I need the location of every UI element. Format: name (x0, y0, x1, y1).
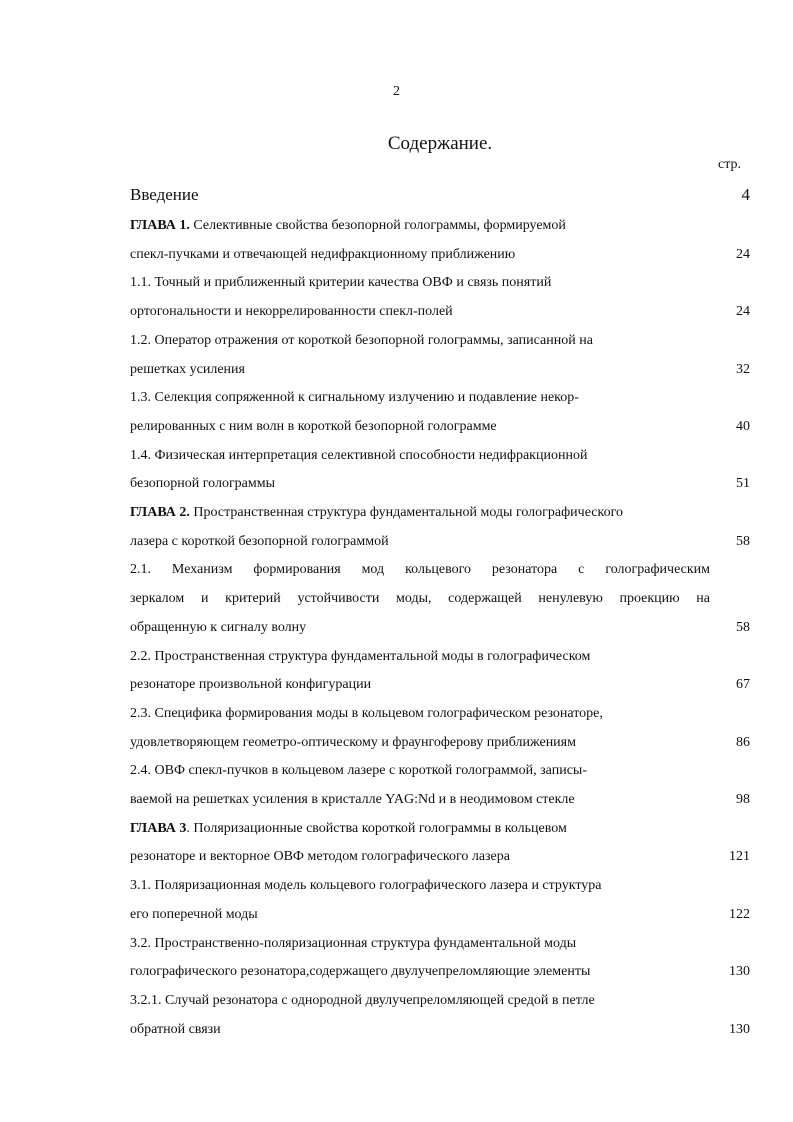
toc-entry-text: 1.3. Селекция сопряженной к сигнальному излучению и подавление некор- (130, 390, 579, 406)
toc-entry-text: 2.1. Механизм формирования мод кольцевого резонатора с голографическим (130, 562, 710, 578)
toc-entry-page: 58 (736, 619, 750, 635)
toc-entry-text: спекл-пучками и отвечающей недифракционному приближению (130, 246, 516, 262)
toc-entry (130, 903, 750, 927)
page-title: Содержание. (387, 133, 493, 154)
page-number: 2 (393, 84, 400, 99)
toc-entry-title (130, 932, 576, 956)
toc-entry-title (130, 845, 510, 869)
toc-entry-text: Селективные свойства безопорной голограммы, формируемой (189, 218, 566, 233)
toc-entry (130, 874, 750, 898)
toc-entry-title (130, 271, 551, 295)
toc-entry-title (130, 501, 623, 525)
toc-entry-title (130, 645, 590, 669)
toc-entry (130, 788, 750, 812)
toc-entry-text: 2.4. ОВФ спекл-пучков в кольцевом лазере с короткой голограммой, записы- (130, 763, 587, 779)
toc-entry-title (130, 444, 587, 468)
toc-entry-page: 32 (736, 361, 750, 377)
toc-entry (130, 845, 750, 869)
toc-entry-text: ваемой на решетках усиления в кристалле YAG:Nd и в неодимовом стекле (130, 792, 575, 807)
toc-entry-text: обращенную к сигналу волну (130, 619, 307, 635)
toc-entry-title (130, 903, 258, 927)
toc-entry-text: удовлетворяющем геометро-оптическому и фраунгоферову приближениям (130, 734, 576, 750)
toc-entry-page: 24 (736, 304, 750, 320)
toc-entry-page: 130 (729, 964, 750, 980)
toc-entry-title (130, 960, 590, 984)
toc-entry (130, 243, 750, 267)
toc-entry-title (130, 386, 579, 410)
toc-entry-text: голографического резонатора,содержащего двулучепреломляющие элементы (130, 964, 591, 980)
toc-entry (130, 358, 750, 382)
toc-entry (130, 1018, 750, 1042)
toc-entry-page: 40 (736, 418, 750, 434)
toc-entry-text: его поперечной моды (130, 906, 258, 922)
toc-entry-title (130, 214, 566, 238)
toc-entry-title (130, 673, 371, 697)
toc-entry-page: 130 (729, 1021, 750, 1037)
toc-entry-text: Введение (130, 185, 199, 204)
toc-entry-title (130, 329, 593, 353)
toc-entry (130, 702, 750, 726)
toc-entry-text: решетках усиления (130, 361, 245, 377)
toc-entry (130, 731, 750, 755)
toc-entry-text: безопорной голограммы (130, 476, 276, 492)
toc-entry-page: 4 (741, 185, 750, 204)
toc-entry-title (130, 183, 199, 207)
toc-entry-text: ортогональности и некоррелированности спекл-полей (130, 304, 453, 320)
toc-entry-page: 51 (736, 476, 750, 492)
toc-entry-text: релированных с ним волн в короткой безопорной голограмме (130, 418, 497, 434)
toc-entry-page: 121 (729, 849, 750, 865)
chapter-label: ГЛАВА 1. (130, 218, 190, 233)
toc-entry-text: обратной связи (130, 1021, 221, 1037)
toc-entry (130, 214, 750, 238)
toc-entry-page: 122 (729, 906, 750, 922)
toc-entry (130, 960, 750, 984)
toc-entry-title (130, 1018, 221, 1042)
toc-entry (130, 932, 750, 956)
toc-entry-text: лазера с короткой безопорной голограммой (130, 533, 389, 549)
chapter-label: ГЛАВА 3 (130, 820, 187, 836)
toc-entry-title (130, 702, 603, 726)
toc-entry-text: резонаторе произвольной конфигурации (130, 677, 372, 693)
toc-entry-title (130, 415, 497, 439)
toc-entry-text: резонаторе и векторное ОВФ методом голографического лазера (130, 849, 510, 865)
toc-entry-title (130, 300, 453, 324)
toc-entry-text: 1.2. Оператор отражения от короткой безопорной голограммы, записанной на (130, 332, 593, 348)
toc-entry-title (130, 587, 710, 611)
toc-entry-title (130, 874, 602, 898)
toc-entry-text: 1.4. Физическая интерпретация селективной способности недифракционной (130, 447, 588, 463)
toc-entry (130, 587, 750, 611)
toc-entry-text: . Поляризационные свойства короткой голограммы в кольцевом (186, 820, 567, 836)
toc-entry-title (130, 472, 275, 496)
chapter-label: ГЛАВА 2. (130, 505, 190, 520)
toc-entry-title (130, 989, 595, 1013)
toc-entry-text: 3.2. Пространственно-поляризационная структура фундаментальной моды (130, 935, 577, 951)
toc-entry (130, 645, 750, 669)
toc-entry (130, 183, 750, 207)
toc-entry (130, 444, 750, 468)
toc-entry-page: 86 (736, 734, 750, 750)
toc-entry (130, 472, 750, 496)
toc-entry (130, 501, 750, 525)
toc-entry-text: 1.1. Точный и приближенный критерии качества ОВФ и связь понятий (130, 275, 552, 291)
toc-entry-title (130, 558, 710, 582)
toc-entry-text: 2.3. Специфика формирования моды в кольцевом голографическом резонаторе, (130, 705, 603, 721)
pages-column-label: стр. (718, 157, 742, 172)
toc-entry-page: 58 (736, 533, 750, 549)
toc-entry-title (130, 243, 515, 267)
toc-entry-title (130, 788, 575, 812)
toc-entry-text: Пространственная структура фундаментальной моды голографического (189, 505, 623, 520)
toc-entry-page: 67 (736, 677, 750, 693)
toc-entry-text: 2.2. Пространственная структура фундаментальной моды в голографическом (130, 648, 591, 664)
toc-entry-page: 98 (736, 792, 750, 807)
toc-entry-title (130, 530, 389, 554)
toc-entry-page: 24 (736, 246, 750, 262)
toc-entry (130, 673, 750, 697)
toc-entry-text: зеркалом и критерий устойчивости моды, содержащей ненулевую проекцию на (130, 591, 710, 607)
toc-entry (130, 989, 750, 1013)
toc-entry (130, 616, 750, 640)
toc-entry (130, 271, 750, 295)
toc-entry-text: 3.1. Поляризационная модель кольцевого голографического лазера и структура (130, 878, 602, 894)
toc-entry-title (130, 358, 245, 382)
toc-entry (130, 530, 750, 554)
toc-entry (130, 386, 750, 410)
toc-entry-title (130, 817, 567, 841)
toc-entry-title (130, 616, 306, 640)
toc-entry-title (130, 759, 587, 783)
toc-entry (130, 759, 750, 783)
toc-entry (130, 415, 750, 439)
toc-entry-title (130, 731, 576, 755)
toc-entry (130, 300, 750, 324)
toc-entry-text: 3.2.1. Случай резонатора с однородной двулучепреломляющей средой в петле (130, 992, 595, 1008)
toc-entry (130, 329, 750, 353)
toc-entry (130, 817, 750, 841)
toc-entry (130, 558, 750, 582)
